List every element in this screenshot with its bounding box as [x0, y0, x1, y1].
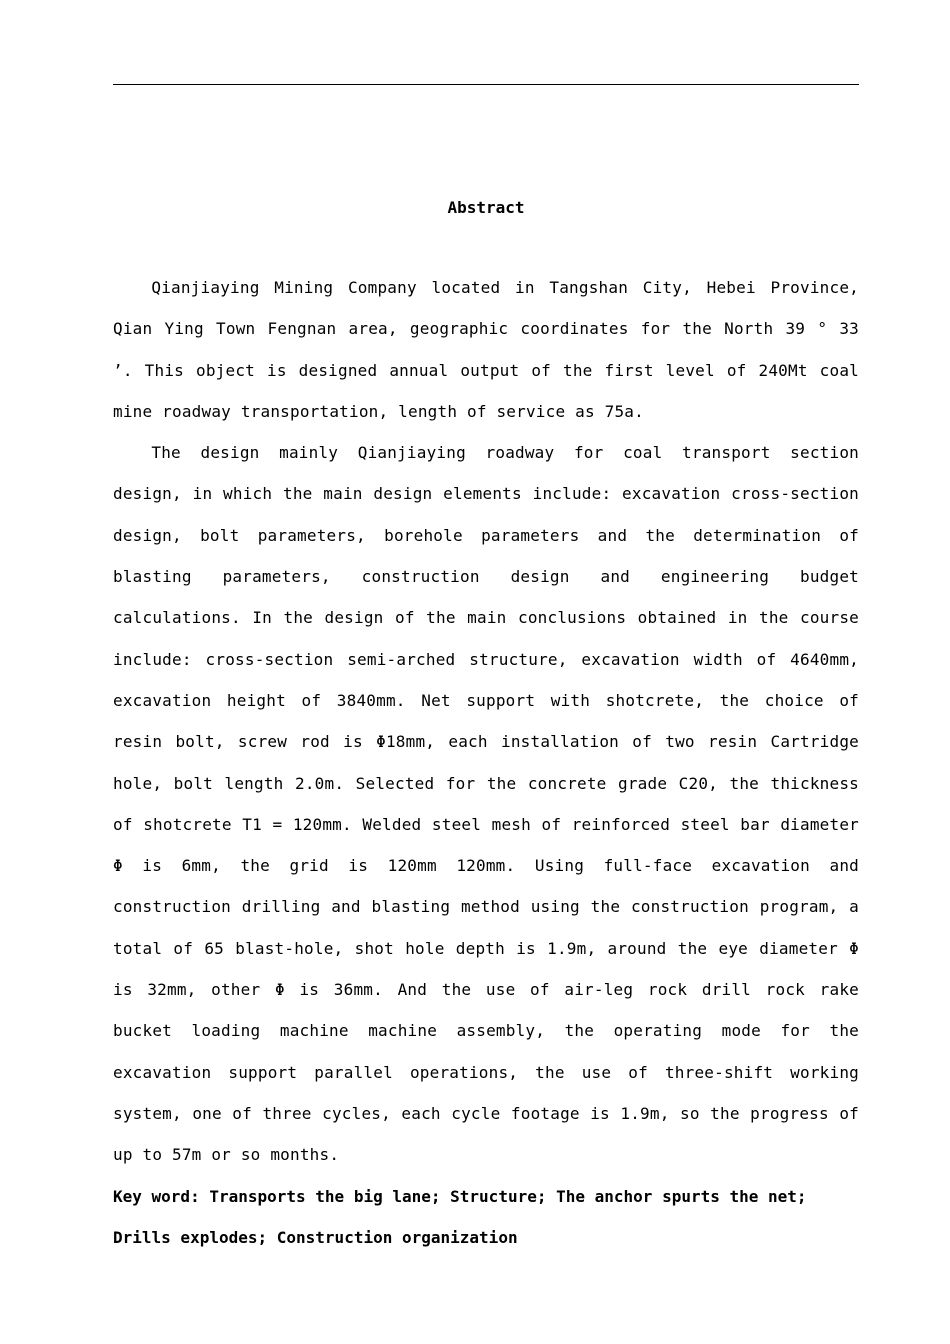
abstract-body [113, 267, 859, 1258]
page-title: Abstract [447, 198, 525, 217]
abstract-paragraph-2: The design mainly Qianjiaying roadway for coal transport section design, in which the main design elements include: excavation cross-section design, bolt parameters, borehole parameters and the determination of blasting parameters, construction design and engineering budget calculations. In the design of the main conclusions obtained in the course include: cross-section semi-arched structure, excavation width of 4640mm, excavation height of 3840mm. Net support with shotcrete, the choice of resin bolt, screw rod is Φ18mm, each installation of two resin Cartridge hole, bolt length 2.0m. Selected for the concrete grade C20, the thickness of shotcrete T1 = 120mm. Welded steel mesh of reinforced steel bar diameter Φ is 6mm, the grid is 120mm 120mm. Using full-face excavation and construction drilling and blasting method using the construction program, a total of 65 blast-hole, shot hole depth is 1.9m, around the eye diameter Φ is 32mm, other Φ is 36mm. And the use of air-leg rock drill rock rake bucket loading machine machine assembly, the operating mode for the excavation support parallel operations, the use of three-shift working system, one of three cycles, each cycle footage is 1.9m, so the progress of up to 57m or so months. [113, 443, 859, 1165]
abstract-paragraph-1: Qianjiaying Mining Company located in Tangshan City, Hebei Province, Qian Ying Town Fengnan area, geographic coordinates for the North 39 ° 33 ’. This object is designed annual output of the first level of 240Mt coal mine roadway transportation, length of service as 75a. [113, 278, 859, 421]
header-rule [113, 84, 859, 85]
keywords: Key word: Transports the big lane; Structure; The anchor spurts the net; Drills explodes; Construction organization [113, 1186, 807, 1247]
